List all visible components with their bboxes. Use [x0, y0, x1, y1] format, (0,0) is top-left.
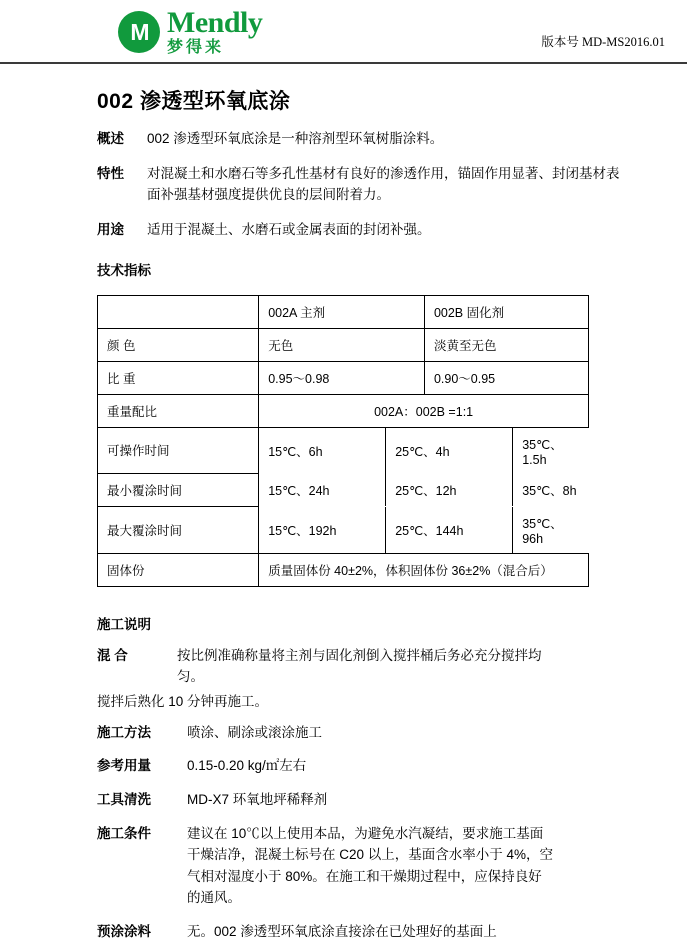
- table-cell-pot-life-35c: 35℃、1.5h: [522, 437, 563, 467]
- intro-text-usage: 适用于混凝土、水磨石或金属表面的封闭补强。: [147, 221, 431, 237]
- table-cell-solids-value: 质量固体份 40±2%，体积固体份 36±2%（混合后）: [259, 553, 589, 586]
- table-cell-max-recoat-35c: 35℃、96h: [522, 516, 563, 546]
- table-cell-color-b: 淡黄至无色: [424, 328, 588, 361]
- construction-label-method: 施工方法: [97, 724, 151, 740]
- table-cell-label-min-recoat: 最小覆涂时间: [98, 474, 259, 507]
- table-header-component-b: 002B 固化剂: [424, 295, 588, 328]
- construction-label-primer: 预涂涂料: [97, 924, 151, 940]
- construction-row-coverage: [97, 755, 555, 777]
- construction-row-method: [97, 722, 555, 744]
- construction-label-mixing: 混 合: [97, 647, 128, 663]
- table-cell-mix-ratio-value: 002A：002B =1:1: [259, 394, 589, 427]
- table-cell-min-recoat-35c: 35℃、8h: [522, 484, 577, 499]
- table-cell-density-b: 0.90～0.95: [424, 361, 588, 394]
- logo-chinese-name: 梦得来: [167, 39, 225, 56]
- table-cell-density-a: 0.95～0.98: [259, 361, 425, 394]
- table-cell-max-recoat-group: [259, 507, 589, 554]
- construction-label-coverage: 参考用量: [97, 758, 151, 774]
- intro-text-features: 对混凝土和水磨石等多孔性基材有良好的渗透作用，锚固作用显著、封闭基材表面补强基材强度提供优良的层间附着力。: [147, 165, 620, 202]
- construction-text-tool-cleaning: MD-X7 环氧地坪稀释剂: [187, 792, 328, 808]
- document-version-code: 版本号 MD-MS2016.01: [541, 35, 665, 49]
- logo-english-name: Mendly: [167, 6, 263, 39]
- table-cell-pot-life-15c: 15℃、6h: [259, 428, 386, 474]
- table-cell-min-recoat-25c: 25℃、12h: [386, 474, 513, 506]
- table-cell-label-solids: 固体份: [98, 553, 259, 586]
- brand-logo: [118, 8, 262, 56]
- intro-section: [97, 129, 621, 241]
- page-header: [0, 0, 687, 64]
- intro-row-features: [97, 164, 621, 206]
- table-cell-min-recoat-15c: 15℃、24h: [259, 474, 386, 506]
- construction-heading: 施工说明: [97, 616, 151, 632]
- construction-text-coverage: 0.15-0.20 kg/㎡左右: [187, 758, 307, 774]
- table-cell-label-pot-life: 可操作时间: [98, 427, 259, 474]
- table-row: [98, 427, 589, 474]
- table-row: [98, 474, 589, 507]
- intro-label-usage: 用途: [97, 221, 124, 237]
- construction-text-conditions: 建议在 10℃以上使用本品，为避免水汽凝结，要求施工基面干燥洁净，混凝土标号在 C20 以上，基面含水率小于 4%，空气相对湿度小于 80%。在施工和干燥期过程中，应保持良好的通风。: [187, 825, 554, 906]
- table-cell-label-density: 比 重: [98, 361, 259, 394]
- intro-row-usage: [97, 220, 621, 241]
- table-cell-label-mix-ratio: 重量配比: [98, 394, 259, 427]
- construction-text-method: 喷涂、刷涂或滚涂施工: [187, 724, 322, 740]
- logo-text: [167, 8, 262, 56]
- table-cell-min-recoat-group: [259, 474, 589, 507]
- construction-row-mixing: [97, 645, 555, 688]
- logo-mark-icon: M: [118, 11, 160, 53]
- table-cell-pot-life-group: [259, 427, 589, 474]
- spec-heading: 技术指标: [97, 262, 151, 278]
- intro-label-overview: 概述: [97, 131, 124, 146]
- construction-label-tool-cleaning: 工具清洗: [97, 792, 151, 808]
- table-header-blank: [98, 295, 259, 328]
- construction-text-primer: 无。002 渗透型环氧底涂直接涂在已处理好的基面上: [187, 924, 497, 940]
- table-cell-label-color: 颜 色: [98, 328, 259, 361]
- table-cell-label-max-recoat: 最大覆涂时间: [98, 507, 259, 554]
- table-row: [98, 507, 589, 554]
- table-row: [98, 553, 589, 586]
- construction-section: [0, 645, 621, 943]
- intro-label-features: 特性: [97, 165, 124, 181]
- table-row: [98, 394, 589, 427]
- construction-label-conditions: 施工条件: [97, 825, 151, 841]
- construction-text-mixing: 按比例准确称量将主剂与固化剂倒入搅拌桶后务必充分搅拌均匀。: [177, 647, 542, 685]
- construction-text-mixing-continued: 搅拌后熟化 10 分钟再施工。: [97, 693, 269, 709]
- construction-row-primer: [97, 921, 555, 943]
- table-cell-max-recoat-25c: 25℃、144h: [386, 507, 513, 553]
- table-row-header: [98, 295, 589, 328]
- intro-row-overview: [97, 129, 621, 150]
- table-row: [98, 361, 589, 394]
- table-header-component-a: 002A 主剂: [259, 295, 425, 328]
- construction-row-conditions: [97, 823, 555, 909]
- spec-table: [97, 295, 589, 587]
- table-row: [98, 328, 589, 361]
- intro-text-overview: 002 渗透型环氧底涂是一种溶剂型环氧树脂涂料。: [147, 131, 444, 146]
- table-cell-color-a: 无色: [259, 328, 425, 361]
- construction-row-tool-cleaning: [97, 789, 555, 811]
- page-title: 002 渗透型环氧底涂: [97, 90, 291, 113]
- table-cell-max-recoat-15c: 15℃、192h: [259, 507, 386, 553]
- table-cell-pot-life-25c: 25℃、4h: [386, 428, 513, 474]
